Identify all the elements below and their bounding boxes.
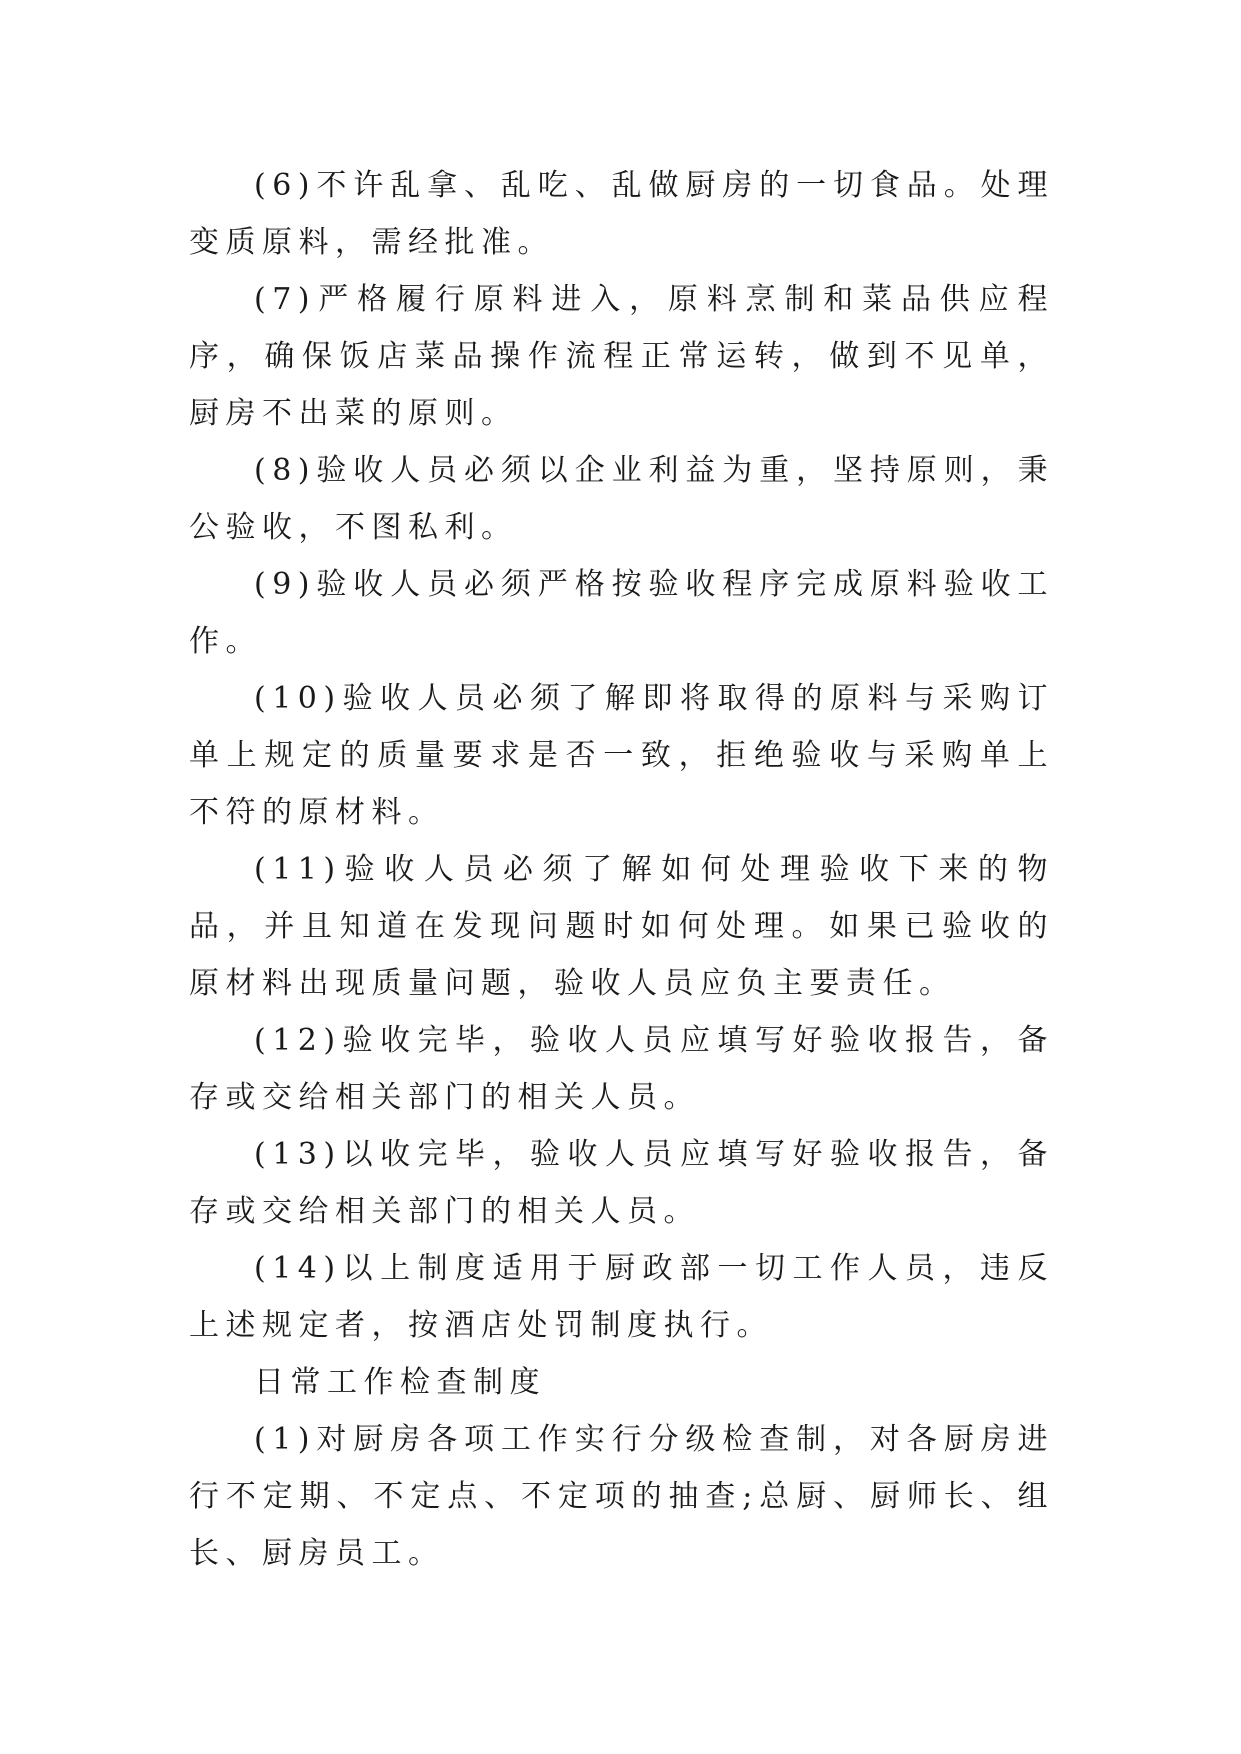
paragraph-12: (12)验收完毕，验收人员应填写好验收报告，备存或交给相关部门的相关人员。 bbox=[189, 1023, 1054, 1115]
paragraph-9: (9)验收人员必须严格按验收程序完成原料验收工作。 bbox=[189, 567, 1054, 659]
paragraph-10: (10)验收人员必须了解即将取得的原料与采购订单上规定的质量要求是否一致，拒绝验收与采购单上不符的原材料。 bbox=[189, 681, 1054, 830]
paragraph-8: (8)验收人员必须以企业利益为重，坚持原则，秉公验收，不图私利。 bbox=[189, 453, 1054, 545]
paragraph-11: (11)验收人员必须了解如何处理验收下来的物品，并且知道在发现问题时如何处理。如果已验收的原材料出现质量问题，验收人员应负主要责任。 bbox=[189, 852, 1054, 1001]
paragraph-6: (6)不许乱拿、乱吃、乱做厨房的一切食品。处理变质原料，需经批准。 bbox=[189, 168, 1054, 260]
paragraph-7: (7)严格履行原料进入，原料烹制和菜品供应程序，确保饭店菜品操作流程正常运转，做到不见单，厨房不出菜的原则。 bbox=[189, 282, 1054, 431]
paragraph-14: (14)以上制度适用于厨政部一切工作人员，违反上述规定者，按酒店处罚制度执行。 bbox=[189, 1251, 1054, 1343]
section-heading: 日常工作检查制度 bbox=[254, 1365, 546, 1400]
paragraph-1: (1)对厨房各项工作实行分级检查制，对各厨房进行不定期、不定点、不定项的抽查;总厨、厨师长、组长、厨房员工。 bbox=[189, 1422, 1054, 1571]
document-body bbox=[189, 157, 1054, 1582]
paragraph-13: (13)以收完毕，验收人员应填写好验收报告，备存或交给相关部门的相关人员。 bbox=[189, 1137, 1054, 1229]
